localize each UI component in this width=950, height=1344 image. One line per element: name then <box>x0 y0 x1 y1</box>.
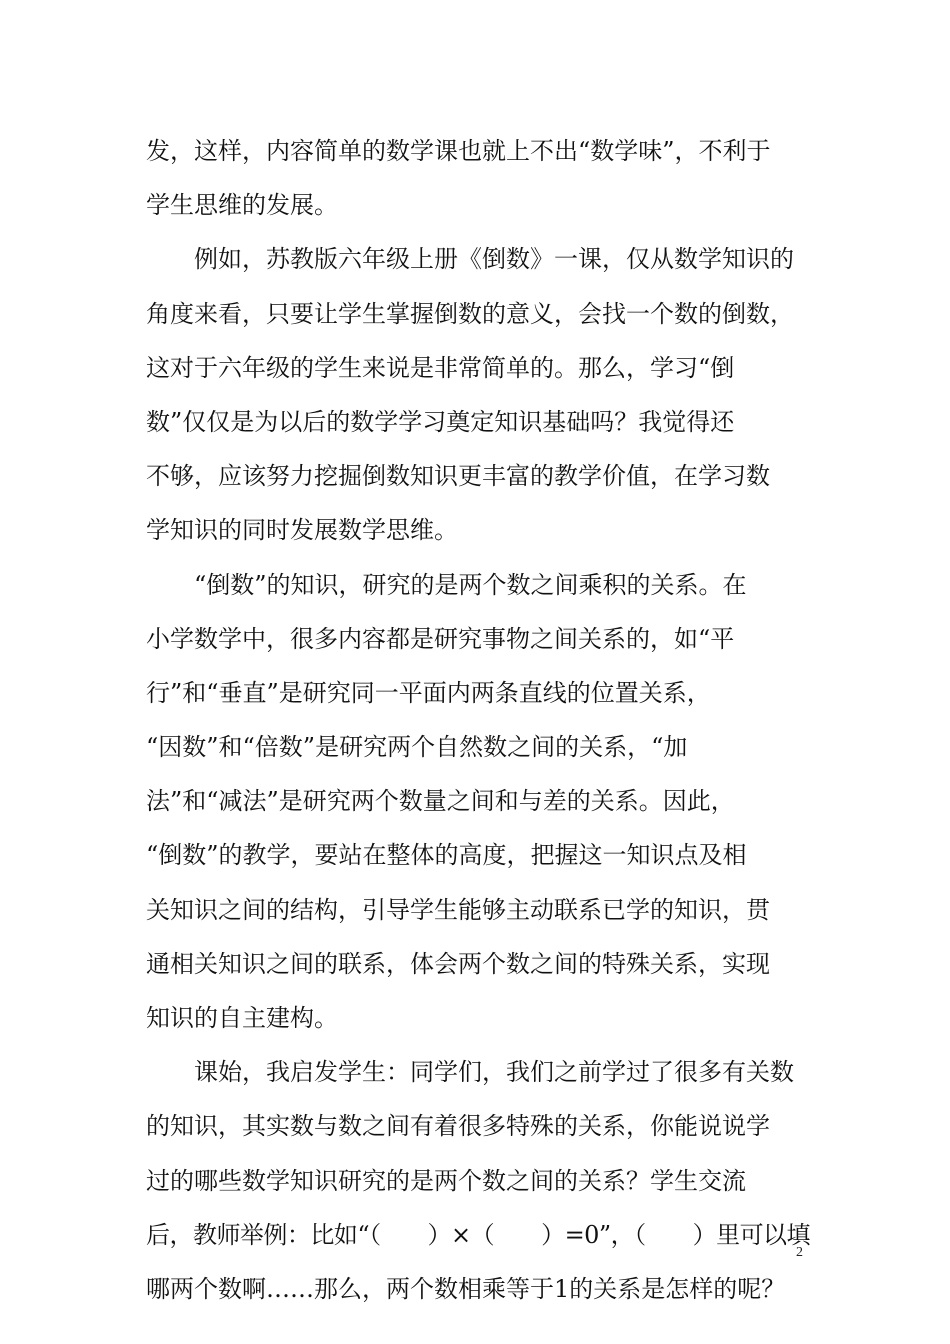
text-line: 这对于六年级的学生来说是非常简单的。那么，学习“倒 <box>146 353 735 382</box>
text-line: 不够，应该努力挖掘倒数知识更丰富的教学价值，在学习数 <box>146 462 770 491</box>
paragraph-first-line: 例如，苏教版六年级上册《倒数》一课，仅从数学知识的 <box>194 245 794 274</box>
text-line: “倒数”的教学，要站在整体的高度，把握这一知识点及相 <box>146 841 747 870</box>
text-line: 行”和“垂直”是研究同一平面内两条直线的位置关系， <box>146 678 711 707</box>
text-line: 的知识，其实数与数之间有着很多特殊的关系，你能说说学 <box>146 1112 770 1141</box>
text-line: 数”仅仅是为以后的数学学习奠定知识基础吗？我觉得还 <box>146 407 735 436</box>
body-text <box>146 124 810 1316</box>
paragraph-first-line: “倒数”的知识，研究的是两个数之间乘积的关系。在 <box>194 570 747 599</box>
paragraph-first-line: 课始，我启发学生：同学们，我们之前学过了很多有关数 <box>194 1058 794 1087</box>
text-line: 关知识之间的结构，引导学生能够主动联系已学的知识，贯 <box>146 895 770 924</box>
text-line: 法”和“减法”是研究两个数量之间和与差的关系。因此， <box>146 787 735 816</box>
text-line: 通相关知识之间的联系，体会两个数之间的特殊关系，实现 <box>146 949 770 978</box>
text-line: 角度来看，只要让学生掌握倒数的意义，会找一个数的倒数， <box>146 299 794 328</box>
text-line: 后，教师举例：比如“（ ）×（ ）=0”，（ ）里可以填 <box>146 1220 810 1249</box>
text-line: 发，这样，内容简单的数学课也就上不出“数学味”，不利于 <box>146 137 771 165</box>
text-line: 知识的自主建构。 <box>146 1004 338 1032</box>
text-line: 哪两个数啊……那么，两个数相乘等于1的关系是怎样的呢？ <box>146 1274 786 1303</box>
text-line: 小学数学中，很多内容都是研究事物之间关系的，如“平 <box>146 624 735 653</box>
page-number: 2 <box>796 1245 803 1260</box>
text-line: 过的哪些数学知识研究的是两个数之间的关系？学生交流 <box>146 1166 746 1195</box>
text-line: 学知识的同时发展数学思维。 <box>146 516 458 545</box>
text-line: “因数”和“倍数”是研究两个自然数之间的关系，“加 <box>146 733 688 762</box>
text-line: 学生思维的发展。 <box>146 191 338 220</box>
